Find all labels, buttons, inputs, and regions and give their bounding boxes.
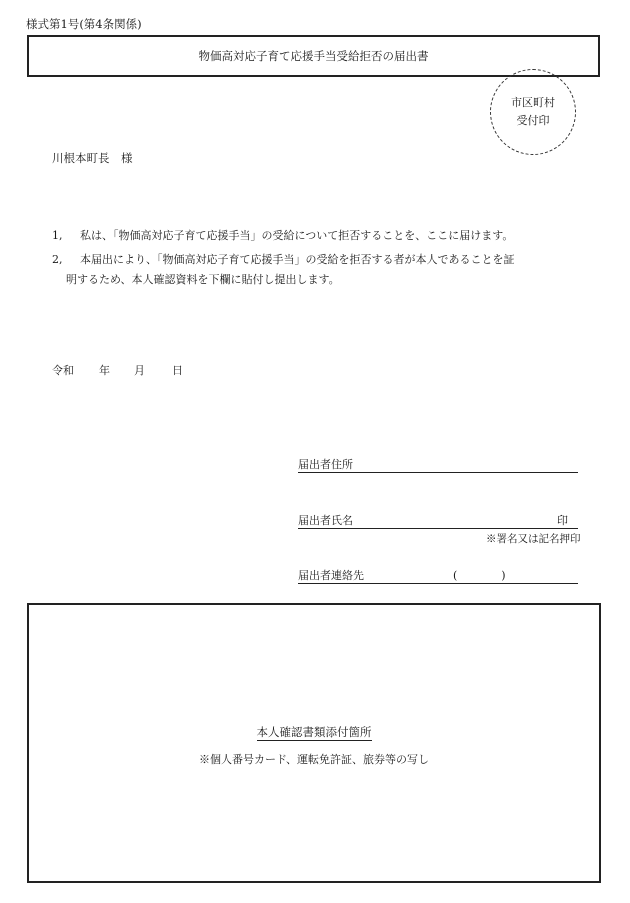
- clause-text: 私は、「物価高対応子育て応援手当」の受給について拒否することを、ここに届けます。: [80, 229, 514, 242]
- clause-2: [52, 250, 515, 270]
- date-month: 月: [134, 364, 145, 377]
- address-field[interactable]: [298, 457, 578, 473]
- clause-number: 2,: [52, 253, 63, 266]
- date-line: [52, 362, 183, 378]
- clause-2-continuation: 明するため、本人確認資料を下欄に貼付し提出します。: [66, 273, 340, 286]
- clause-number: 1,: [52, 229, 63, 242]
- name-label: 届出者氏名: [298, 514, 353, 527]
- clause-text: 本届出により、「物価高対応子育て応援手当」の受給を拒否する者が本人であることを証: [80, 253, 515, 266]
- attachment-title: 本人確認書類添付箇所: [256, 725, 372, 739]
- seal-mark: 印: [557, 514, 568, 527]
- name-field[interactable]: [298, 513, 578, 529]
- date-day: 日: [172, 364, 183, 377]
- form-number: 様式第1号(第4条関係): [26, 17, 142, 31]
- stamp-line-2: 受付印: [516, 114, 550, 127]
- contact-parentheses: ( ): [453, 569, 506, 582]
- contact-label: 届出者連絡先: [298, 569, 364, 582]
- attachment-note: ※個人番号カード、運転免許証、旅券等の写し: [198, 753, 429, 766]
- stamp-line-1: 市区町村: [511, 96, 555, 109]
- reception-stamp-area: [490, 69, 576, 155]
- date-era: 令和: [52, 364, 74, 377]
- document-title: 物価高対応子育て応援手当受給拒否の届出書: [198, 49, 429, 63]
- signature-note: ※署名又は記名押印: [486, 533, 581, 545]
- contact-field[interactable]: [298, 568, 578, 584]
- date-year: 年: [99, 364, 110, 377]
- clause-1: [52, 226, 513, 246]
- id-document-attachment-area: [27, 603, 601, 883]
- document-title-box: [27, 35, 600, 77]
- address-label: 届出者住所: [298, 458, 353, 471]
- addressee: 川根本町長 様: [52, 151, 133, 165]
